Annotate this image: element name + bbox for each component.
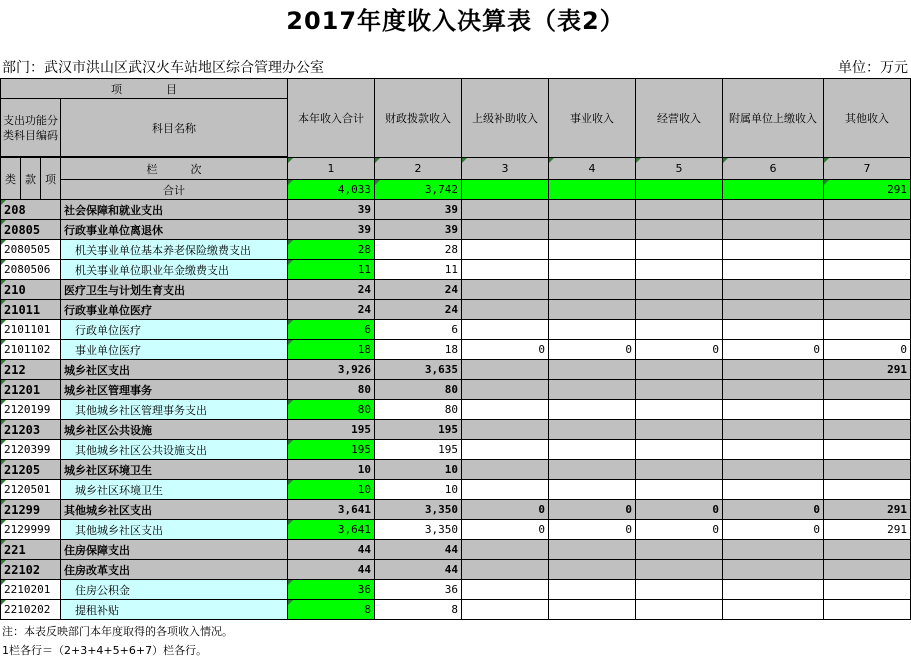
row-value-col-5 bbox=[636, 480, 723, 500]
department-label: 部门：武汉市洪山区武汉火车站地区综合管理办公室 bbox=[2, 60, 324, 76]
table-row bbox=[1, 560, 911, 580]
row-value-col-6 bbox=[723, 320, 824, 340]
row-code: 2101102 bbox=[1, 340, 61, 360]
row-value-col-4 bbox=[549, 480, 636, 500]
row-value-col-4: 0 bbox=[549, 520, 636, 540]
row-value-col-2: 24 bbox=[375, 300, 462, 320]
row-value-col-5 bbox=[636, 380, 723, 400]
row-value-col-7 bbox=[824, 260, 911, 280]
row-code: 21201 bbox=[1, 380, 61, 400]
row-value-col-5 bbox=[636, 220, 723, 240]
row-value-col-1: 24 bbox=[288, 300, 375, 320]
row-value-col-3 bbox=[462, 480, 549, 500]
row-subject-name: 城乡社区公共设施 bbox=[61, 420, 288, 440]
row-value-col-5 bbox=[636, 360, 723, 380]
row-value-col-6 bbox=[723, 480, 824, 500]
row-value-col-4 bbox=[549, 300, 636, 320]
row-value-col-7 bbox=[824, 320, 911, 340]
row-value-col-4 bbox=[549, 400, 636, 420]
note-line-2: 1栏各行＝（2+3+4+5+6+7）栏各行。 bbox=[2, 644, 208, 657]
row-value-col-7: 291 bbox=[824, 360, 911, 380]
row-value-col-2: 44 bbox=[375, 560, 462, 580]
row-value-col-7 bbox=[824, 460, 911, 480]
row-subject-name: 城乡社区环境卫生 bbox=[61, 480, 288, 500]
table-row bbox=[1, 400, 911, 420]
table-row bbox=[1, 600, 911, 620]
row-value-col-6 bbox=[723, 280, 824, 300]
row-value-col-3 bbox=[462, 260, 549, 280]
header-xiang: 项 bbox=[41, 158, 61, 200]
row-code: 2120501 bbox=[1, 480, 61, 500]
col-number-2: 2 bbox=[375, 158, 462, 180]
row-value-col-4 bbox=[549, 540, 636, 560]
header-lanci: 栏 次 bbox=[61, 158, 288, 180]
row-value-col-5 bbox=[636, 260, 723, 280]
row-code: 2129999 bbox=[1, 520, 61, 540]
row-code: 20805 bbox=[1, 220, 61, 240]
row-value-col-2: 39 bbox=[375, 200, 462, 220]
col-header-2: 财政拨款收入 bbox=[375, 79, 462, 158]
row-value-col-4 bbox=[549, 380, 636, 400]
row-value-col-1: 36 bbox=[288, 580, 375, 600]
row-value-col-6 bbox=[723, 300, 824, 320]
row-value-col-4: 0 bbox=[549, 340, 636, 360]
table-row bbox=[1, 240, 911, 260]
note-line-1: 注：本表反映部门本年度取得的各项收入情况。 bbox=[2, 625, 233, 638]
col-number-4: 4 bbox=[549, 158, 636, 180]
row-code: 2210201 bbox=[1, 580, 61, 600]
row-value-col-3 bbox=[462, 380, 549, 400]
row-code: 21205 bbox=[1, 460, 61, 480]
header-subject-name: 科目名称 bbox=[61, 99, 288, 157]
row-value-col-6 bbox=[723, 440, 824, 460]
row-value-col-2: 80 bbox=[375, 400, 462, 420]
row-value-col-7 bbox=[824, 200, 911, 220]
row-code: 22102 bbox=[1, 560, 61, 580]
col-number-5: 5 bbox=[636, 158, 723, 180]
row-value-col-6 bbox=[723, 220, 824, 240]
row-value-col-5 bbox=[636, 280, 723, 300]
row-value-col-4 bbox=[549, 580, 636, 600]
total-value-6 bbox=[723, 180, 824, 200]
row-value-col-6 bbox=[723, 580, 824, 600]
row-value-col-2: 3,635 bbox=[375, 360, 462, 380]
row-subject-name: 住房改革支出 bbox=[61, 560, 288, 580]
row-value-col-7 bbox=[824, 580, 911, 600]
table-row bbox=[1, 500, 911, 520]
row-value-col-4 bbox=[549, 220, 636, 240]
row-value-col-6 bbox=[723, 240, 824, 260]
row-value-col-4 bbox=[549, 320, 636, 340]
row-value-col-2: 28 bbox=[375, 240, 462, 260]
row-value-col-2: 10 bbox=[375, 480, 462, 500]
row-value-col-4 bbox=[549, 280, 636, 300]
header-xiangmu: 项 目 bbox=[1, 79, 288, 99]
table-row bbox=[1, 360, 911, 380]
header-func-code: 支出功能分类科目编码 bbox=[1, 99, 61, 157]
row-subject-name: 社会保障和就业支出 bbox=[61, 200, 288, 220]
col-number-3: 3 bbox=[462, 158, 549, 180]
col-number-6: 6 bbox=[723, 158, 824, 180]
row-value-col-1: 80 bbox=[288, 380, 375, 400]
unit-label: 单位：万元 bbox=[838, 60, 908, 76]
table-row bbox=[1, 340, 911, 360]
row-value-col-1: 28 bbox=[288, 240, 375, 260]
row-value-col-6 bbox=[723, 200, 824, 220]
row-value-col-4 bbox=[549, 420, 636, 440]
row-value-col-7 bbox=[824, 240, 911, 260]
row-value-col-1: 3,641 bbox=[288, 500, 375, 520]
row-value-col-4 bbox=[549, 260, 636, 280]
row-value-col-1: 3,641 bbox=[288, 520, 375, 540]
row-value-col-3 bbox=[462, 240, 549, 260]
row-subject-name: 行政事业单位离退休 bbox=[61, 220, 288, 240]
notes bbox=[2, 622, 233, 660]
row-value-col-3 bbox=[462, 580, 549, 600]
row-value-col-6 bbox=[723, 380, 824, 400]
row-value-col-3 bbox=[462, 200, 549, 220]
row-value-col-6 bbox=[723, 460, 824, 480]
row-value-col-7: 291 bbox=[824, 500, 911, 520]
header-lei: 类 bbox=[1, 158, 21, 200]
row-subject-name: 其他城乡社区管理事务支出 bbox=[61, 400, 288, 420]
row-value-col-2: 3,350 bbox=[375, 520, 462, 540]
row-value-col-2: 195 bbox=[375, 420, 462, 440]
row-value-col-1: 195 bbox=[288, 420, 375, 440]
row-value-col-4 bbox=[549, 360, 636, 380]
row-value-col-3 bbox=[462, 560, 549, 580]
row-value-col-3 bbox=[462, 540, 549, 560]
row-value-col-5 bbox=[636, 440, 723, 460]
row-subject-name: 其他城乡社区支出 bbox=[61, 520, 288, 540]
col-header-3: 上级补助收入 bbox=[462, 79, 549, 158]
row-subject-name: 城乡社区管理事务 bbox=[61, 380, 288, 400]
row-value-col-7 bbox=[824, 400, 911, 420]
row-subject-name: 机关事业单位职业年金缴费支出 bbox=[61, 260, 288, 280]
row-value-col-6 bbox=[723, 260, 824, 280]
row-value-col-5 bbox=[636, 300, 723, 320]
row-value-col-6 bbox=[723, 560, 824, 580]
row-value-col-1: 8 bbox=[288, 600, 375, 620]
total-value-7: 291 bbox=[824, 180, 911, 200]
row-value-col-3 bbox=[462, 460, 549, 480]
row-value-col-1: 195 bbox=[288, 440, 375, 460]
row-value-col-5 bbox=[636, 400, 723, 420]
row-value-col-4 bbox=[549, 200, 636, 220]
row-code: 210 bbox=[1, 280, 61, 300]
row-value-col-3 bbox=[462, 320, 549, 340]
row-subject-name: 医疗卫生与计划生育支出 bbox=[61, 280, 288, 300]
row-value-col-7 bbox=[824, 300, 911, 320]
report-title: 2017年度收入决算表（表2） bbox=[286, 7, 625, 35]
header-kuan: 款 bbox=[21, 158, 41, 200]
table-row bbox=[1, 440, 911, 460]
row-value-col-1: 3,926 bbox=[288, 360, 375, 380]
row-value-col-6 bbox=[723, 360, 824, 380]
row-value-col-2: 3,350 bbox=[375, 500, 462, 520]
row-subject-name: 事业单位医疗 bbox=[61, 340, 288, 360]
row-value-col-3 bbox=[462, 400, 549, 420]
row-code: 212 bbox=[1, 360, 61, 380]
col-number-7: 7 bbox=[824, 158, 911, 180]
row-value-col-3: 0 bbox=[462, 500, 549, 520]
row-value-col-1: 44 bbox=[288, 540, 375, 560]
row-value-col-6: 0 bbox=[723, 340, 824, 360]
row-value-col-2: 24 bbox=[375, 280, 462, 300]
income-table bbox=[0, 78, 911, 620]
row-subject-name: 行政事业单位医疗 bbox=[61, 300, 288, 320]
row-value-col-5 bbox=[636, 580, 723, 600]
table-row bbox=[1, 220, 911, 240]
row-code: 21011 bbox=[1, 300, 61, 320]
total-value-1: 4,033 bbox=[288, 180, 375, 200]
row-subject-name: 城乡社区环境卫生 bbox=[61, 460, 288, 480]
row-value-col-7 bbox=[824, 600, 911, 620]
row-code: 21299 bbox=[1, 500, 61, 520]
row-value-col-1: 6 bbox=[288, 320, 375, 340]
row-subject-name: 其他城乡社区支出 bbox=[61, 500, 288, 520]
row-value-col-4 bbox=[549, 460, 636, 480]
row-code: 208 bbox=[1, 200, 61, 220]
row-value-col-7 bbox=[824, 280, 911, 300]
row-subject-name: 机关事业单位基本养老保险缴费支出 bbox=[61, 240, 288, 260]
row-value-col-7 bbox=[824, 560, 911, 580]
col-number-1: 1 bbox=[288, 158, 375, 180]
row-value-col-5 bbox=[636, 240, 723, 260]
row-value-col-3 bbox=[462, 440, 549, 460]
row-value-col-3: 0 bbox=[462, 520, 549, 540]
table-row bbox=[1, 460, 911, 480]
col-header-7: 其他收入 bbox=[824, 79, 911, 158]
row-subject-name: 住房保障支出 bbox=[61, 540, 288, 560]
row-value-col-1: 11 bbox=[288, 260, 375, 280]
row-value-col-2: 80 bbox=[375, 380, 462, 400]
row-value-col-2: 11 bbox=[375, 260, 462, 280]
row-code: 221 bbox=[1, 540, 61, 560]
row-subject-name: 提租补贴 bbox=[61, 600, 288, 620]
row-value-col-6 bbox=[723, 600, 824, 620]
row-value-col-7 bbox=[824, 440, 911, 460]
row-value-col-2: 195 bbox=[375, 440, 462, 460]
table-row bbox=[1, 580, 911, 600]
table-row bbox=[1, 280, 911, 300]
row-value-col-2: 36 bbox=[375, 580, 462, 600]
row-value-col-1: 44 bbox=[288, 560, 375, 580]
row-value-col-1: 18 bbox=[288, 340, 375, 360]
row-value-col-5 bbox=[636, 460, 723, 480]
row-value-col-3 bbox=[462, 300, 549, 320]
total-label: 合计 bbox=[61, 180, 288, 200]
row-value-col-7 bbox=[824, 480, 911, 500]
row-value-col-7 bbox=[824, 420, 911, 440]
row-value-col-4 bbox=[549, 440, 636, 460]
total-value-3 bbox=[462, 180, 549, 200]
table-row bbox=[1, 420, 911, 440]
row-code: 2120199 bbox=[1, 400, 61, 420]
table-row bbox=[1, 320, 911, 340]
row-value-col-7 bbox=[824, 380, 911, 400]
row-code: 2080506 bbox=[1, 260, 61, 280]
col-header-6: 附属单位上缴收入 bbox=[723, 79, 824, 158]
col-header-4: 事业收入 bbox=[549, 79, 636, 158]
row-value-col-2: 10 bbox=[375, 460, 462, 480]
row-value-col-6: 0 bbox=[723, 520, 824, 540]
row-subject-name: 行政单位医疗 bbox=[61, 320, 288, 340]
total-row bbox=[1, 180, 911, 200]
row-value-col-7: 291 bbox=[824, 520, 911, 540]
row-value-col-7 bbox=[824, 220, 911, 240]
row-code: 2210202 bbox=[1, 600, 61, 620]
row-value-col-5 bbox=[636, 420, 723, 440]
table-row bbox=[1, 300, 911, 320]
row-value-col-3 bbox=[462, 600, 549, 620]
total-value-2: 3,742 bbox=[375, 180, 462, 200]
row-value-col-1: 80 bbox=[288, 400, 375, 420]
row-value-col-2: 18 bbox=[375, 340, 462, 360]
row-value-col-6 bbox=[723, 420, 824, 440]
col-header-1: 本年收入合计 bbox=[288, 79, 375, 158]
row-value-col-6: 0 bbox=[723, 500, 824, 520]
row-value-col-5 bbox=[636, 560, 723, 580]
table-row bbox=[1, 200, 911, 220]
row-value-col-7: 0 bbox=[824, 340, 911, 360]
row-value-col-1: 10 bbox=[288, 460, 375, 480]
total-value-4 bbox=[549, 180, 636, 200]
row-value-col-4 bbox=[549, 600, 636, 620]
row-value-col-7 bbox=[824, 540, 911, 560]
row-value-col-4 bbox=[549, 240, 636, 260]
row-value-col-3 bbox=[462, 280, 549, 300]
row-value-col-4 bbox=[549, 560, 636, 580]
row-subject-name: 城乡社区支出 bbox=[61, 360, 288, 380]
row-value-col-6 bbox=[723, 540, 824, 560]
row-code: 2080505 bbox=[1, 240, 61, 260]
row-value-col-3 bbox=[462, 220, 549, 240]
table-row bbox=[1, 380, 911, 400]
row-value-col-3 bbox=[462, 360, 549, 380]
row-value-col-3 bbox=[462, 420, 549, 440]
row-code: 2120399 bbox=[1, 440, 61, 460]
row-value-col-2: 8 bbox=[375, 600, 462, 620]
table-row bbox=[1, 520, 911, 540]
col-header-5: 经营收入 bbox=[636, 79, 723, 158]
row-value-col-5 bbox=[636, 540, 723, 560]
row-code: 21203 bbox=[1, 420, 61, 440]
row-value-col-5 bbox=[636, 320, 723, 340]
row-value-col-5: 0 bbox=[636, 340, 723, 360]
total-value-5 bbox=[636, 180, 723, 200]
row-value-col-3: 0 bbox=[462, 340, 549, 360]
row-code: 2101101 bbox=[1, 320, 61, 340]
row-value-col-5: 0 bbox=[636, 500, 723, 520]
row-value-col-5 bbox=[636, 200, 723, 220]
row-value-col-5: 0 bbox=[636, 520, 723, 540]
row-value-col-1: 39 bbox=[288, 220, 375, 240]
table-row bbox=[1, 260, 911, 280]
row-value-col-4: 0 bbox=[549, 500, 636, 520]
table-row bbox=[1, 480, 911, 500]
row-value-col-2: 39 bbox=[375, 220, 462, 240]
row-value-col-1: 10 bbox=[288, 480, 375, 500]
row-subject-name: 住房公积金 bbox=[61, 580, 288, 600]
row-value-col-2: 44 bbox=[375, 540, 462, 560]
row-value-col-6 bbox=[723, 400, 824, 420]
row-value-col-5 bbox=[636, 600, 723, 620]
table-row bbox=[1, 540, 911, 560]
row-value-col-1: 24 bbox=[288, 280, 375, 300]
row-value-col-2: 6 bbox=[375, 320, 462, 340]
row-value-col-1: 39 bbox=[288, 200, 375, 220]
row-subject-name: 其他城乡社区公共设施支出 bbox=[61, 440, 288, 460]
